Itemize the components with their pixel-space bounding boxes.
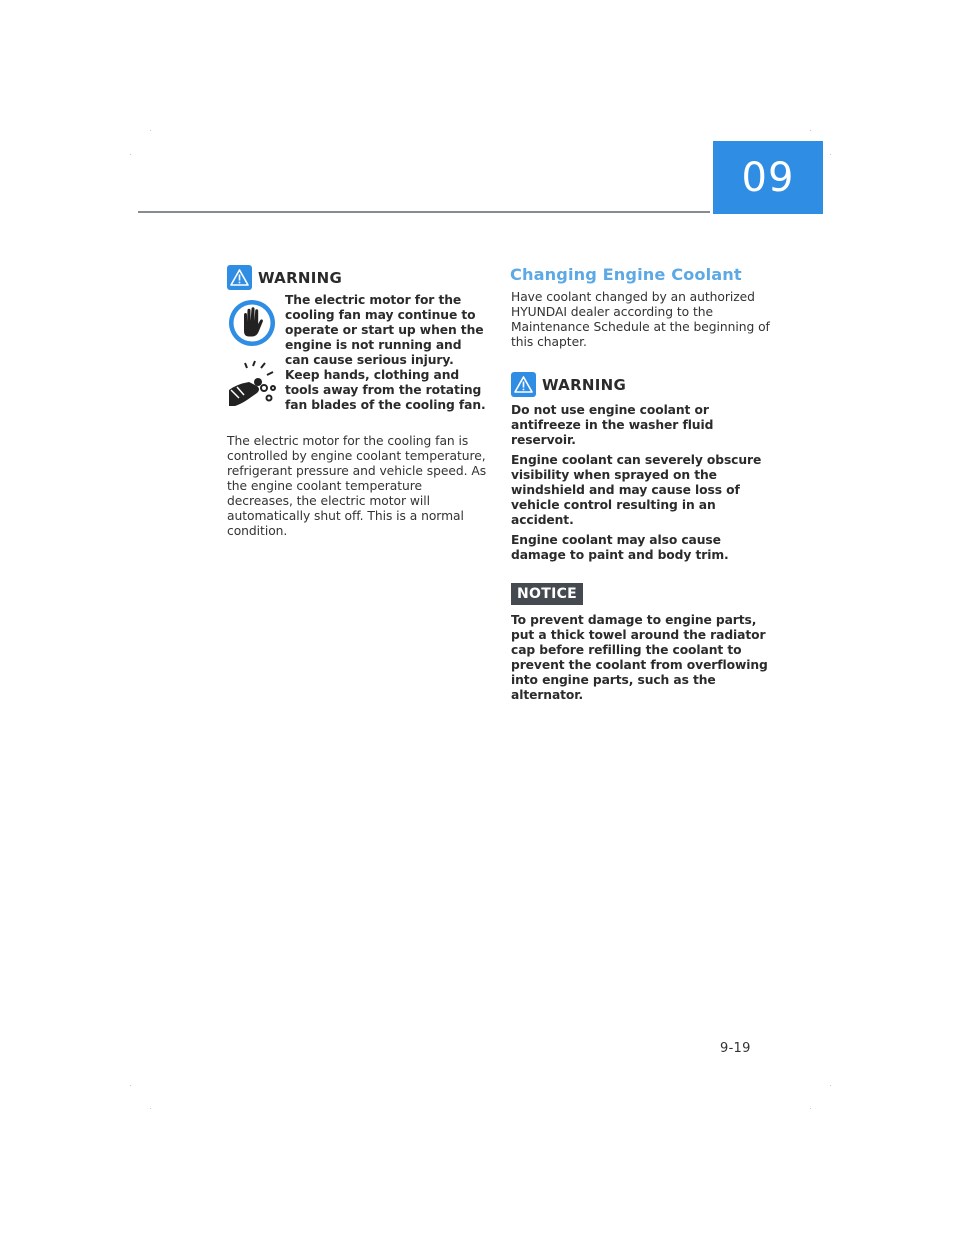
warning-body — [227, 293, 489, 416]
crop-mark — [830, 154, 831, 155]
cooling-fan-description: The electric motor for the cooling fan is controlled by engine coolant temperature, refrigerant pressure and vehicle speed. As the engine coolant temperature decreases, the electric motor will automatically shut off. This is a normal condition. — [227, 434, 487, 538]
warning-triangle-icon — [511, 372, 536, 397]
warning-header — [227, 265, 489, 290]
crop-mark — [130, 154, 131, 155]
warning-box — [511, 372, 773, 563]
crop-mark — [150, 1108, 151, 1109]
crop-mark — [810, 130, 811, 131]
warning-box — [227, 265, 489, 416]
warning-paragraph: Engine coolant can severely obscure visibility when sprayed on the windshield and may cause loss of vehicle control resulting in an accident. — [511, 453, 762, 527]
fan-hazard-icon — [227, 360, 277, 416]
warning-title: WARNING — [258, 268, 343, 287]
crop-mark — [830, 1085, 831, 1086]
warning-triangle-icon — [227, 265, 252, 290]
crop-mark — [130, 1085, 131, 1086]
warning-text: The electric motor for the cooling fan may continue to operate or start up when the engine is not running and can cause serious injury. Keep hands, clothing and tools away from the rotating fan blades of the cooling fan. — [285, 293, 486, 412]
warning-paragraph: Engine coolant may also cause damage to paint and body trim. — [511, 533, 729, 562]
chapter-number: 09 — [741, 154, 795, 201]
left-column — [227, 265, 489, 539]
warning-title: WARNING — [542, 375, 627, 394]
crop-mark — [150, 130, 151, 131]
header-rule — [138, 211, 710, 213]
notice-badge: NOTICE — [511, 583, 583, 605]
chapter-tab — [713, 141, 823, 214]
notice-box — [511, 583, 773, 703]
no-hand-icon — [227, 298, 277, 352]
section-intro: Have coolant changed by an authorized HYUNDAI dealer according to the Maintenance Schedule at the beginning of this chapter. — [511, 290, 770, 349]
notice-text: To prevent damage to engine parts, put a thick towel around the radiator cap before refilling the coolant to prevent the coolant from overflowing into engine parts, such as the alternator. — [511, 613, 768, 702]
warning-paragraph: Do not use engine coolant or antifreeze in the washer fluid reservoir. — [511, 403, 714, 447]
warning-header — [511, 372, 773, 397]
page-number: 9-19 — [720, 1041, 751, 1056]
right-column — [511, 265, 773, 708]
section-title: Changing Engine Coolant — [510, 265, 742, 284]
crop-mark — [810, 1108, 811, 1109]
warning-pictograms — [227, 297, 277, 416]
